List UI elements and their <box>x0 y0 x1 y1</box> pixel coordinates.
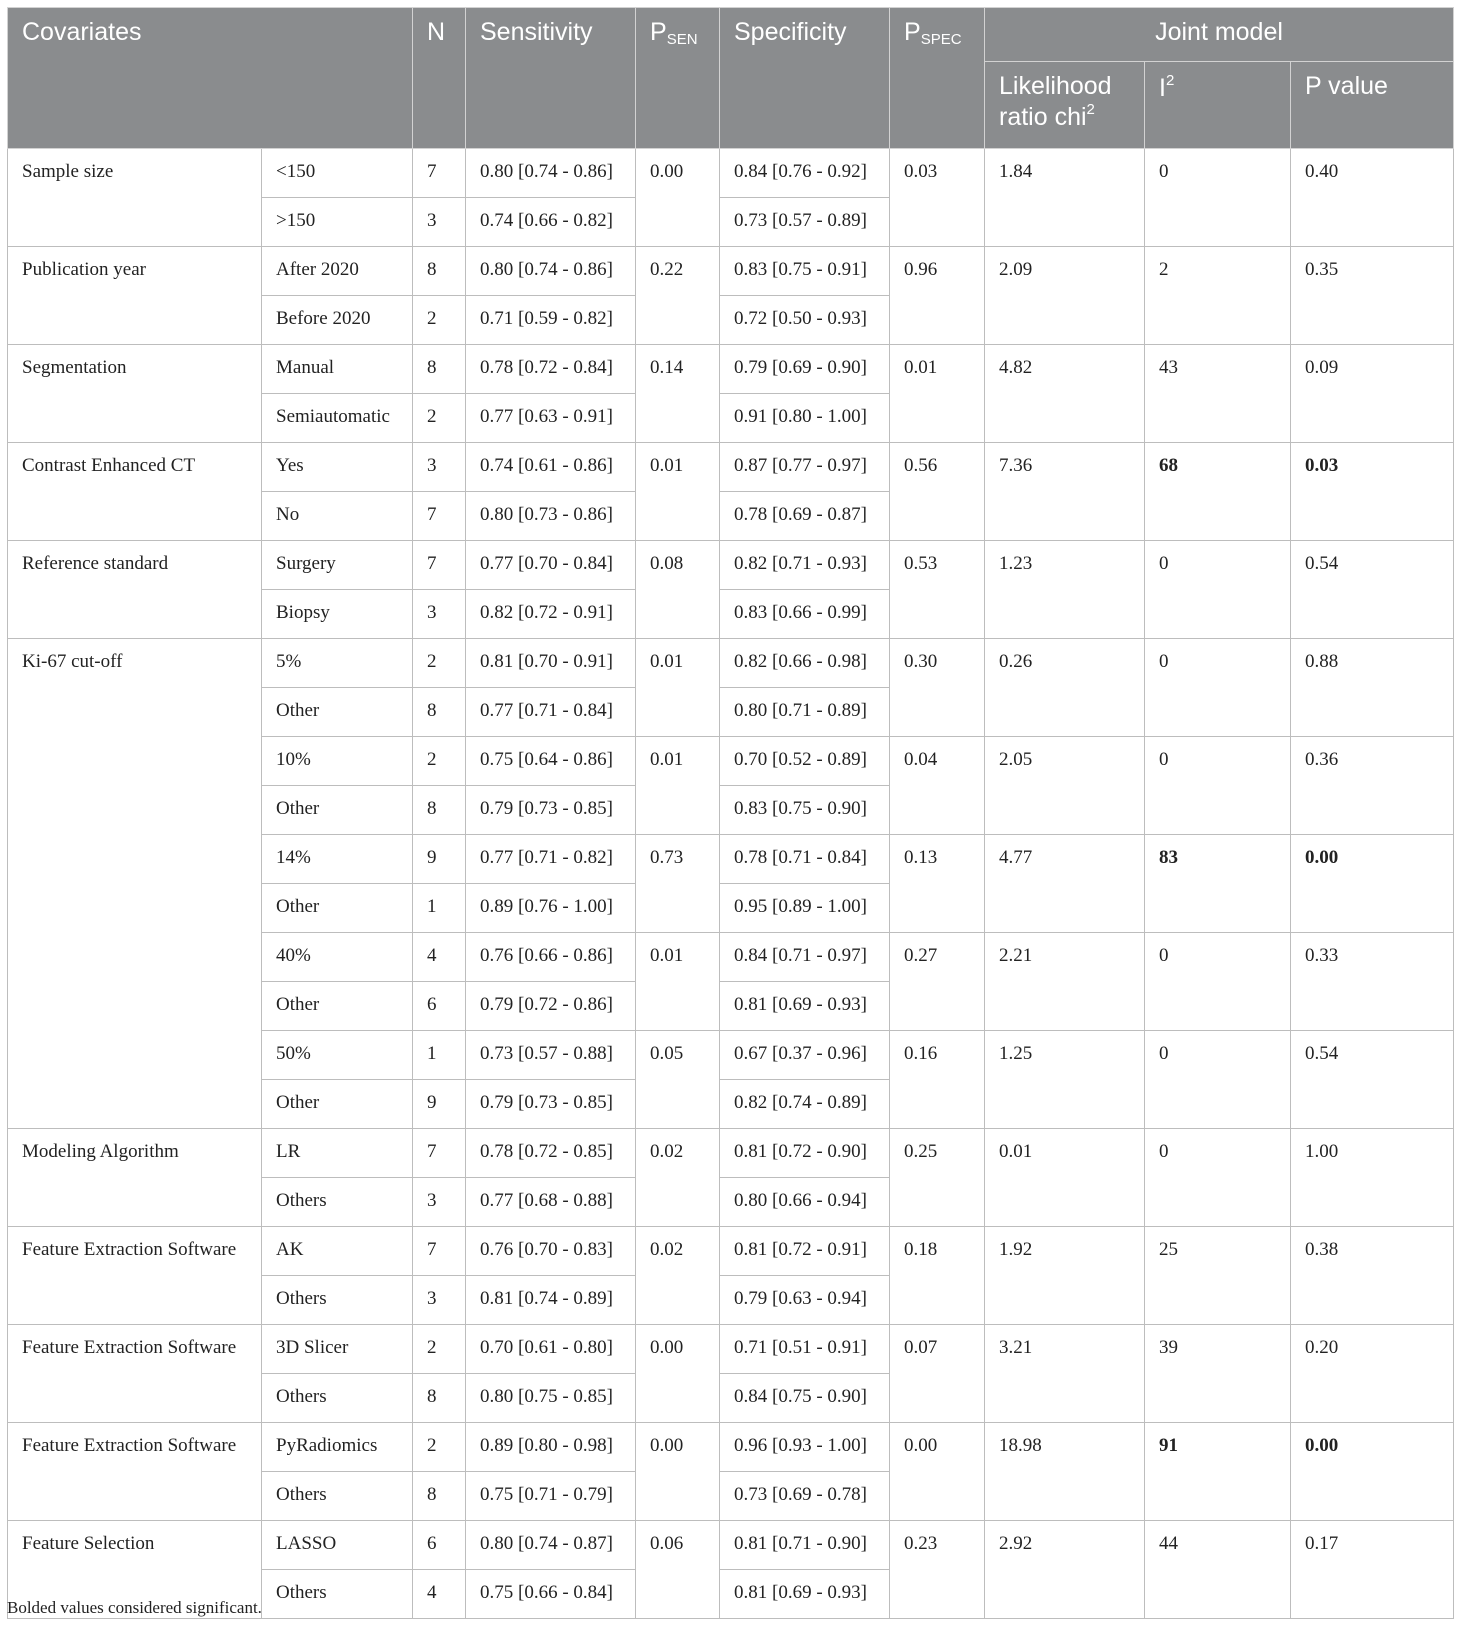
pspec-cell: 0.04 <box>890 737 985 835</box>
level-cell: Others <box>262 1374 413 1423</box>
specificity-cell: 0.82 [0.74 - 0.89] <box>720 1080 890 1129</box>
level-cell: Before 2020 <box>262 296 413 345</box>
p-value-cell-bold: 0.00 <box>1305 1435 1339 1456</box>
covariate-cell: Ki-67 cut-off <box>8 639 262 1129</box>
specificity-cell: 0.73 [0.69 - 0.78] <box>720 1472 890 1521</box>
n-cell: 2 <box>413 639 466 688</box>
sensitivity-cell: 0.74 [0.66 - 0.82] <box>466 198 636 247</box>
sensitivity-cell: 0.73 [0.57 - 0.88] <box>466 1031 636 1080</box>
psen-cell: 0.22 <box>636 247 720 345</box>
n-cell: 2 <box>413 737 466 786</box>
level-cell: Surgery <box>262 541 413 590</box>
p-value-cell: 0.09 <box>1291 345 1454 443</box>
p-value-cell: 0.36 <box>1291 737 1454 835</box>
i2-cell: 0 <box>1145 737 1291 835</box>
n-cell: 7 <box>413 541 466 590</box>
pspec-cell: 0.16 <box>890 1031 985 1129</box>
specificity-cell: 0.81 [0.72 - 0.91] <box>720 1227 890 1276</box>
n-cell: 8 <box>413 1472 466 1521</box>
specificity-cell: 0.87 [0.77 - 0.97] <box>720 443 890 492</box>
psen-cell: 0.01 <box>636 443 720 541</box>
n-cell: 3 <box>413 198 466 247</box>
header-pspec: $P_{SPEC}$ <box>890 8 985 149</box>
sensitivity-cell: 0.79 [0.72 - 0.86] <box>466 982 636 1031</box>
specificity-cell: 0.82 [0.71 - 0.93] <box>720 541 890 590</box>
header-i2: $I^2$ <box>1145 62 1291 149</box>
table-row <box>8 1129 1454 1178</box>
n-cell: 7 <box>413 1129 466 1178</box>
psen-cell: 0.00 <box>636 1325 720 1423</box>
n-cell: 7 <box>413 1227 466 1276</box>
level-cell: Others <box>262 1276 413 1325</box>
level-cell: Others <box>262 1472 413 1521</box>
sensitivity-cell: 0.89 [0.76 - 1.00] <box>466 884 636 933</box>
n-cell: 3 <box>413 1276 466 1325</box>
p-value-cell: 0.33 <box>1291 933 1454 1031</box>
pspec-cell: 0.00 <box>890 1423 985 1521</box>
table-row <box>8 149 1454 198</box>
table-row <box>8 1227 1454 1276</box>
table-row <box>8 345 1454 394</box>
i2-cell <box>1145 443 1291 541</box>
p-value-cell <box>1291 1423 1454 1521</box>
sensitivity-cell: 0.80 [0.74 - 0.86] <box>466 149 636 198</box>
specificity-cell: 0.83 [0.66 - 0.99] <box>720 590 890 639</box>
psen-cell: 0.14 <box>636 345 720 443</box>
level-cell: Other <box>262 786 413 835</box>
sensitivity-cell: 0.79 [0.73 - 0.85] <box>466 1080 636 1129</box>
sensitivity-cell: 0.79 [0.73 - 0.85] <box>466 786 636 835</box>
specificity-cell: 0.70 [0.52 - 0.89] <box>720 737 890 786</box>
specificity-cell: 0.91 [0.80 - 1.00] <box>720 394 890 443</box>
covariate-cell: Sample size <box>8 149 262 247</box>
sensitivity-cell: 0.80 [0.75 - 0.85] <box>466 1374 636 1423</box>
level-cell: Yes <box>262 443 413 492</box>
specificity-cell: 0.79 [0.63 - 0.94] <box>720 1276 890 1325</box>
sensitivity-cell: 0.77 [0.63 - 0.91] <box>466 394 636 443</box>
p-value-cell-bold: 0.03 <box>1305 455 1339 476</box>
level-cell: 10% <box>262 737 413 786</box>
sensitivity-cell: 0.70 [0.61 - 0.80] <box>466 1325 636 1374</box>
table-row <box>8 541 1454 590</box>
level-cell: 3D Slicer <box>262 1325 413 1374</box>
sensitivity-cell: 0.81 [0.74 - 0.89] <box>466 1276 636 1325</box>
p-value-cell <box>1291 443 1454 541</box>
covariate-cell: Modeling Algorithm <box>8 1129 262 1227</box>
level-cell: Others <box>262 1178 413 1227</box>
specificity-cell: 0.81 [0.72 - 0.90] <box>720 1129 890 1178</box>
psen-cell: 0.02 <box>636 1227 720 1325</box>
psen-cell: 0.00 <box>636 149 720 247</box>
level-cell: <150 <box>262 149 413 198</box>
level-cell: Biopsy <box>262 590 413 639</box>
level-cell: Others <box>262 1570 413 1619</box>
level-cell: Other <box>262 884 413 933</box>
chi2-cell: 1.84 <box>985 149 1145 247</box>
chi2-cell: 2.92 <box>985 1521 1145 1619</box>
n-cell: 8 <box>413 247 466 296</box>
pspec-cell: 0.25 <box>890 1129 985 1227</box>
specificity-cell: 0.73 [0.57 - 0.89] <box>720 198 890 247</box>
p-value-cell: 0.20 <box>1291 1325 1454 1423</box>
p-value-cell-bold: 0.00 <box>1305 847 1339 868</box>
p-value-cell: 0.40 <box>1291 149 1454 247</box>
covariate-cell: Feature Extraction Software <box>8 1325 262 1423</box>
sensitivity-cell: 0.75 [0.66 - 0.84] <box>466 1570 636 1619</box>
level-cell: LR <box>262 1129 413 1178</box>
level-cell: 40% <box>262 933 413 982</box>
pspec-cell: 0.23 <box>890 1521 985 1619</box>
pspec-cell: 0.53 <box>890 541 985 639</box>
p-value-cell: 0.35 <box>1291 247 1454 345</box>
specificity-cell: 0.80 [0.71 - 0.89] <box>720 688 890 737</box>
n-cell: 6 <box>413 1521 466 1570</box>
level-cell: No <box>262 492 413 541</box>
chi2-cell: 0.26 <box>985 639 1145 737</box>
p-value-cell: 0.54 <box>1291 1031 1454 1129</box>
sensitivity-cell: 0.77 [0.70 - 0.84] <box>466 541 636 590</box>
table-row <box>8 639 1454 688</box>
pspec-cell: 0.96 <box>890 247 985 345</box>
n-cell: 2 <box>413 1325 466 1374</box>
specificity-cell: 0.82 [0.66 - 0.98] <box>720 639 890 688</box>
level-cell: PyRadiomics <box>262 1423 413 1472</box>
sensitivity-cell: 0.74 [0.61 - 0.86] <box>466 443 636 492</box>
n-cell: 8 <box>413 345 466 394</box>
covariate-cell: Feature Extraction Software <box>8 1423 262 1521</box>
level-cell: Other <box>262 1080 413 1129</box>
pspec-cell: 0.56 <box>890 443 985 541</box>
i2-cell-bold: 91 <box>1159 1435 1178 1456</box>
covariate-cell: Segmentation <box>8 345 262 443</box>
specificity-cell: 0.84 [0.76 - 0.92] <box>720 149 890 198</box>
p-value-cell: 1.00 <box>1291 1129 1454 1227</box>
chi2-cell: 4.77 <box>985 835 1145 933</box>
table-row <box>8 1325 1454 1374</box>
specificity-cell: 0.84 [0.75 - 0.90] <box>720 1374 890 1423</box>
sensitivity-cell: 0.76 [0.70 - 0.83] <box>466 1227 636 1276</box>
header-psen: $P_{SEN}$ <box>636 8 720 149</box>
level-cell: AK <box>262 1227 413 1276</box>
n-cell: 3 <box>413 443 466 492</box>
chi2-cell: 1.92 <box>985 1227 1145 1325</box>
psen-cell: 0.73 <box>636 835 720 933</box>
table-footnote: Bolded values considered significant. <box>7 1598 262 1617</box>
pspec-cell: 0.27 <box>890 933 985 1031</box>
i2-cell-bold: 68 <box>1159 455 1178 476</box>
sensitivity-cell: 0.71 [0.59 - 0.82] <box>466 296 636 345</box>
level-cell: Semiautomatic <box>262 394 413 443</box>
level-cell: 14% <box>262 835 413 884</box>
n-cell: 4 <box>413 933 466 982</box>
sensitivity-cell: 0.77 [0.71 - 0.82] <box>466 835 636 884</box>
meta-regression-table <box>7 7 1454 1619</box>
sensitivity-cell: 0.78 [0.72 - 0.85] <box>466 1129 636 1178</box>
n-cell: 8 <box>413 688 466 737</box>
chi2-cell: 1.23 <box>985 541 1145 639</box>
specificity-cell: 0.72 [0.50 - 0.93] <box>720 296 890 345</box>
i2-cell: 43 <box>1145 345 1291 443</box>
sensitivity-cell: 0.80 [0.74 - 0.86] <box>466 247 636 296</box>
header-sensitivity: Sensitivity <box>466 8 636 149</box>
header-joint-model: Joint model <box>985 8 1454 62</box>
psen-cell: 0.01 <box>636 737 720 835</box>
i2-cell: 0 <box>1145 639 1291 737</box>
i2-cell: 0 <box>1145 933 1291 1031</box>
specificity-cell: 0.96 [0.93 - 1.00] <box>720 1423 890 1472</box>
n-cell: 9 <box>413 835 466 884</box>
level-cell: Manual <box>262 345 413 394</box>
i2-cell: 25 <box>1145 1227 1291 1325</box>
n-cell: 9 <box>413 1080 466 1129</box>
sensitivity-cell: 0.75 [0.64 - 0.86] <box>466 737 636 786</box>
n-cell: 3 <box>413 1178 466 1227</box>
i2-cell: 2 <box>1145 247 1291 345</box>
p-value-cell: 0.38 <box>1291 1227 1454 1325</box>
sensitivity-cell: 0.81 [0.70 - 0.91] <box>466 639 636 688</box>
level-cell: 50% <box>262 1031 413 1080</box>
header-p-value: P value <box>1291 62 1454 149</box>
covariate-cell: Publication year <box>8 247 262 345</box>
i2-cell <box>1145 835 1291 933</box>
i2-cell: 39 <box>1145 1325 1291 1423</box>
specificity-cell: 0.78 [0.71 - 0.84] <box>720 835 890 884</box>
chi2-cell: 2.09 <box>985 247 1145 345</box>
pspec-cell: 0.01 <box>890 345 985 443</box>
i2-cell <box>1145 1423 1291 1521</box>
specificity-cell: 0.67 [0.37 - 0.96] <box>720 1031 890 1080</box>
psen-cell: 0.06 <box>636 1521 720 1619</box>
n-cell: 2 <box>413 1423 466 1472</box>
pspec-cell: 0.03 <box>890 149 985 247</box>
table-row <box>8 1521 1454 1570</box>
level-cell: >150 <box>262 198 413 247</box>
header-likelihood-ratio-chi2: Likelihood ratio chi$^2$ <box>985 62 1145 149</box>
level-cell: 5% <box>262 639 413 688</box>
p-value-cell: 0.17 <box>1291 1521 1454 1619</box>
i2-cell: 44 <box>1145 1521 1291 1619</box>
psen-cell: 0.02 <box>636 1129 720 1227</box>
i2-cell: 0 <box>1145 1031 1291 1129</box>
n-cell: 6 <box>413 982 466 1031</box>
sensitivity-cell: 0.89 [0.80 - 0.98] <box>466 1423 636 1472</box>
specificity-cell: 0.79 [0.69 - 0.90] <box>720 345 890 394</box>
covariate-cell: Reference standard <box>8 541 262 639</box>
specificity-cell: 0.83 [0.75 - 0.90] <box>720 786 890 835</box>
sensitivity-cell: 0.80 [0.74 - 0.87] <box>466 1521 636 1570</box>
level-cell: After 2020 <box>262 247 413 296</box>
psen-cell: 0.08 <box>636 541 720 639</box>
n-cell: 4 <box>413 1570 466 1619</box>
specificity-cell: 0.95 [0.89 - 1.00] <box>720 884 890 933</box>
pspec-cell: 0.13 <box>890 835 985 933</box>
table-header <box>8 8 1454 149</box>
specificity-cell: 0.81 [0.69 - 0.93] <box>720 982 890 1031</box>
header-n: N <box>413 8 466 149</box>
table-row <box>8 247 1454 296</box>
p-value-cell: 0.88 <box>1291 639 1454 737</box>
specificity-cell: 0.84 [0.71 - 0.97] <box>720 933 890 982</box>
table-row <box>8 1423 1454 1472</box>
covariate-cell: Feature Extraction Software <box>8 1227 262 1325</box>
chi2-cell: 3.21 <box>985 1325 1145 1423</box>
sensitivity-cell: 0.77 [0.71 - 0.84] <box>466 688 636 737</box>
chi2-cell: 4.82 <box>985 345 1145 443</box>
sensitivity-cell: 0.75 [0.71 - 0.79] <box>466 1472 636 1521</box>
header-covariates: Covariates <box>8 8 413 149</box>
header-specificity: Specificity <box>720 8 890 149</box>
sensitivity-cell: 0.77 [0.68 - 0.88] <box>466 1178 636 1227</box>
n-cell: 3 <box>413 590 466 639</box>
chi2-cell: 0.01 <box>985 1129 1145 1227</box>
level-cell: Other <box>262 982 413 1031</box>
specificity-cell: 0.71 [0.51 - 0.91] <box>720 1325 890 1374</box>
level-cell: LASSO <box>262 1521 413 1570</box>
specificity-cell: 0.81 [0.69 - 0.93] <box>720 1570 890 1619</box>
psen-cell: 0.01 <box>636 639 720 737</box>
n-cell: 2 <box>413 394 466 443</box>
i2-cell: 0 <box>1145 541 1291 639</box>
n-cell: 1 <box>413 1031 466 1080</box>
level-cell: Other <box>262 688 413 737</box>
chi2-cell: 2.05 <box>985 737 1145 835</box>
i2-cell: 0 <box>1145 149 1291 247</box>
psen-cell: 0.05 <box>636 1031 720 1129</box>
specificity-cell: 0.78 [0.69 - 0.87] <box>720 492 890 541</box>
sensitivity-cell: 0.76 [0.66 - 0.86] <box>466 933 636 982</box>
n-cell: 8 <box>413 786 466 835</box>
chi2-cell: 2.21 <box>985 933 1145 1031</box>
n-cell: 8 <box>413 1374 466 1423</box>
psen-cell: 0.00 <box>636 1423 720 1521</box>
pspec-cell: 0.07 <box>890 1325 985 1423</box>
n-cell: 7 <box>413 492 466 541</box>
sensitivity-cell: 0.78 [0.72 - 0.84] <box>466 345 636 394</box>
sensitivity-cell: 0.80 [0.73 - 0.86] <box>466 492 636 541</box>
i2-cell: 0 <box>1145 1129 1291 1227</box>
specificity-cell: 0.83 [0.75 - 0.91] <box>720 247 890 296</box>
sensitivity-cell: 0.82 [0.72 - 0.91] <box>466 590 636 639</box>
chi2-cell: 7.36 <box>985 443 1145 541</box>
table-row <box>8 443 1454 492</box>
specificity-cell: 0.80 [0.66 - 0.94] <box>720 1178 890 1227</box>
covariate-cell: Feature Selection <box>8 1521 262 1619</box>
pspec-cell: 0.30 <box>890 639 985 737</box>
p-value-cell: 0.54 <box>1291 541 1454 639</box>
table-body <box>8 149 1454 1619</box>
chi2-cell: 18.98 <box>985 1423 1145 1521</box>
n-cell: 2 <box>413 296 466 345</box>
i2-cell-bold: 83 <box>1159 847 1178 868</box>
specificity-cell: 0.81 [0.71 - 0.90] <box>720 1521 890 1570</box>
p-value-cell <box>1291 835 1454 933</box>
pspec-cell: 0.18 <box>890 1227 985 1325</box>
covariate-cell: Contrast Enhanced CT <box>8 443 262 541</box>
n-cell: 7 <box>413 149 466 198</box>
psen-cell: 0.01 <box>636 933 720 1031</box>
chi2-cell: 1.25 <box>985 1031 1145 1129</box>
n-cell: 1 <box>413 884 466 933</box>
